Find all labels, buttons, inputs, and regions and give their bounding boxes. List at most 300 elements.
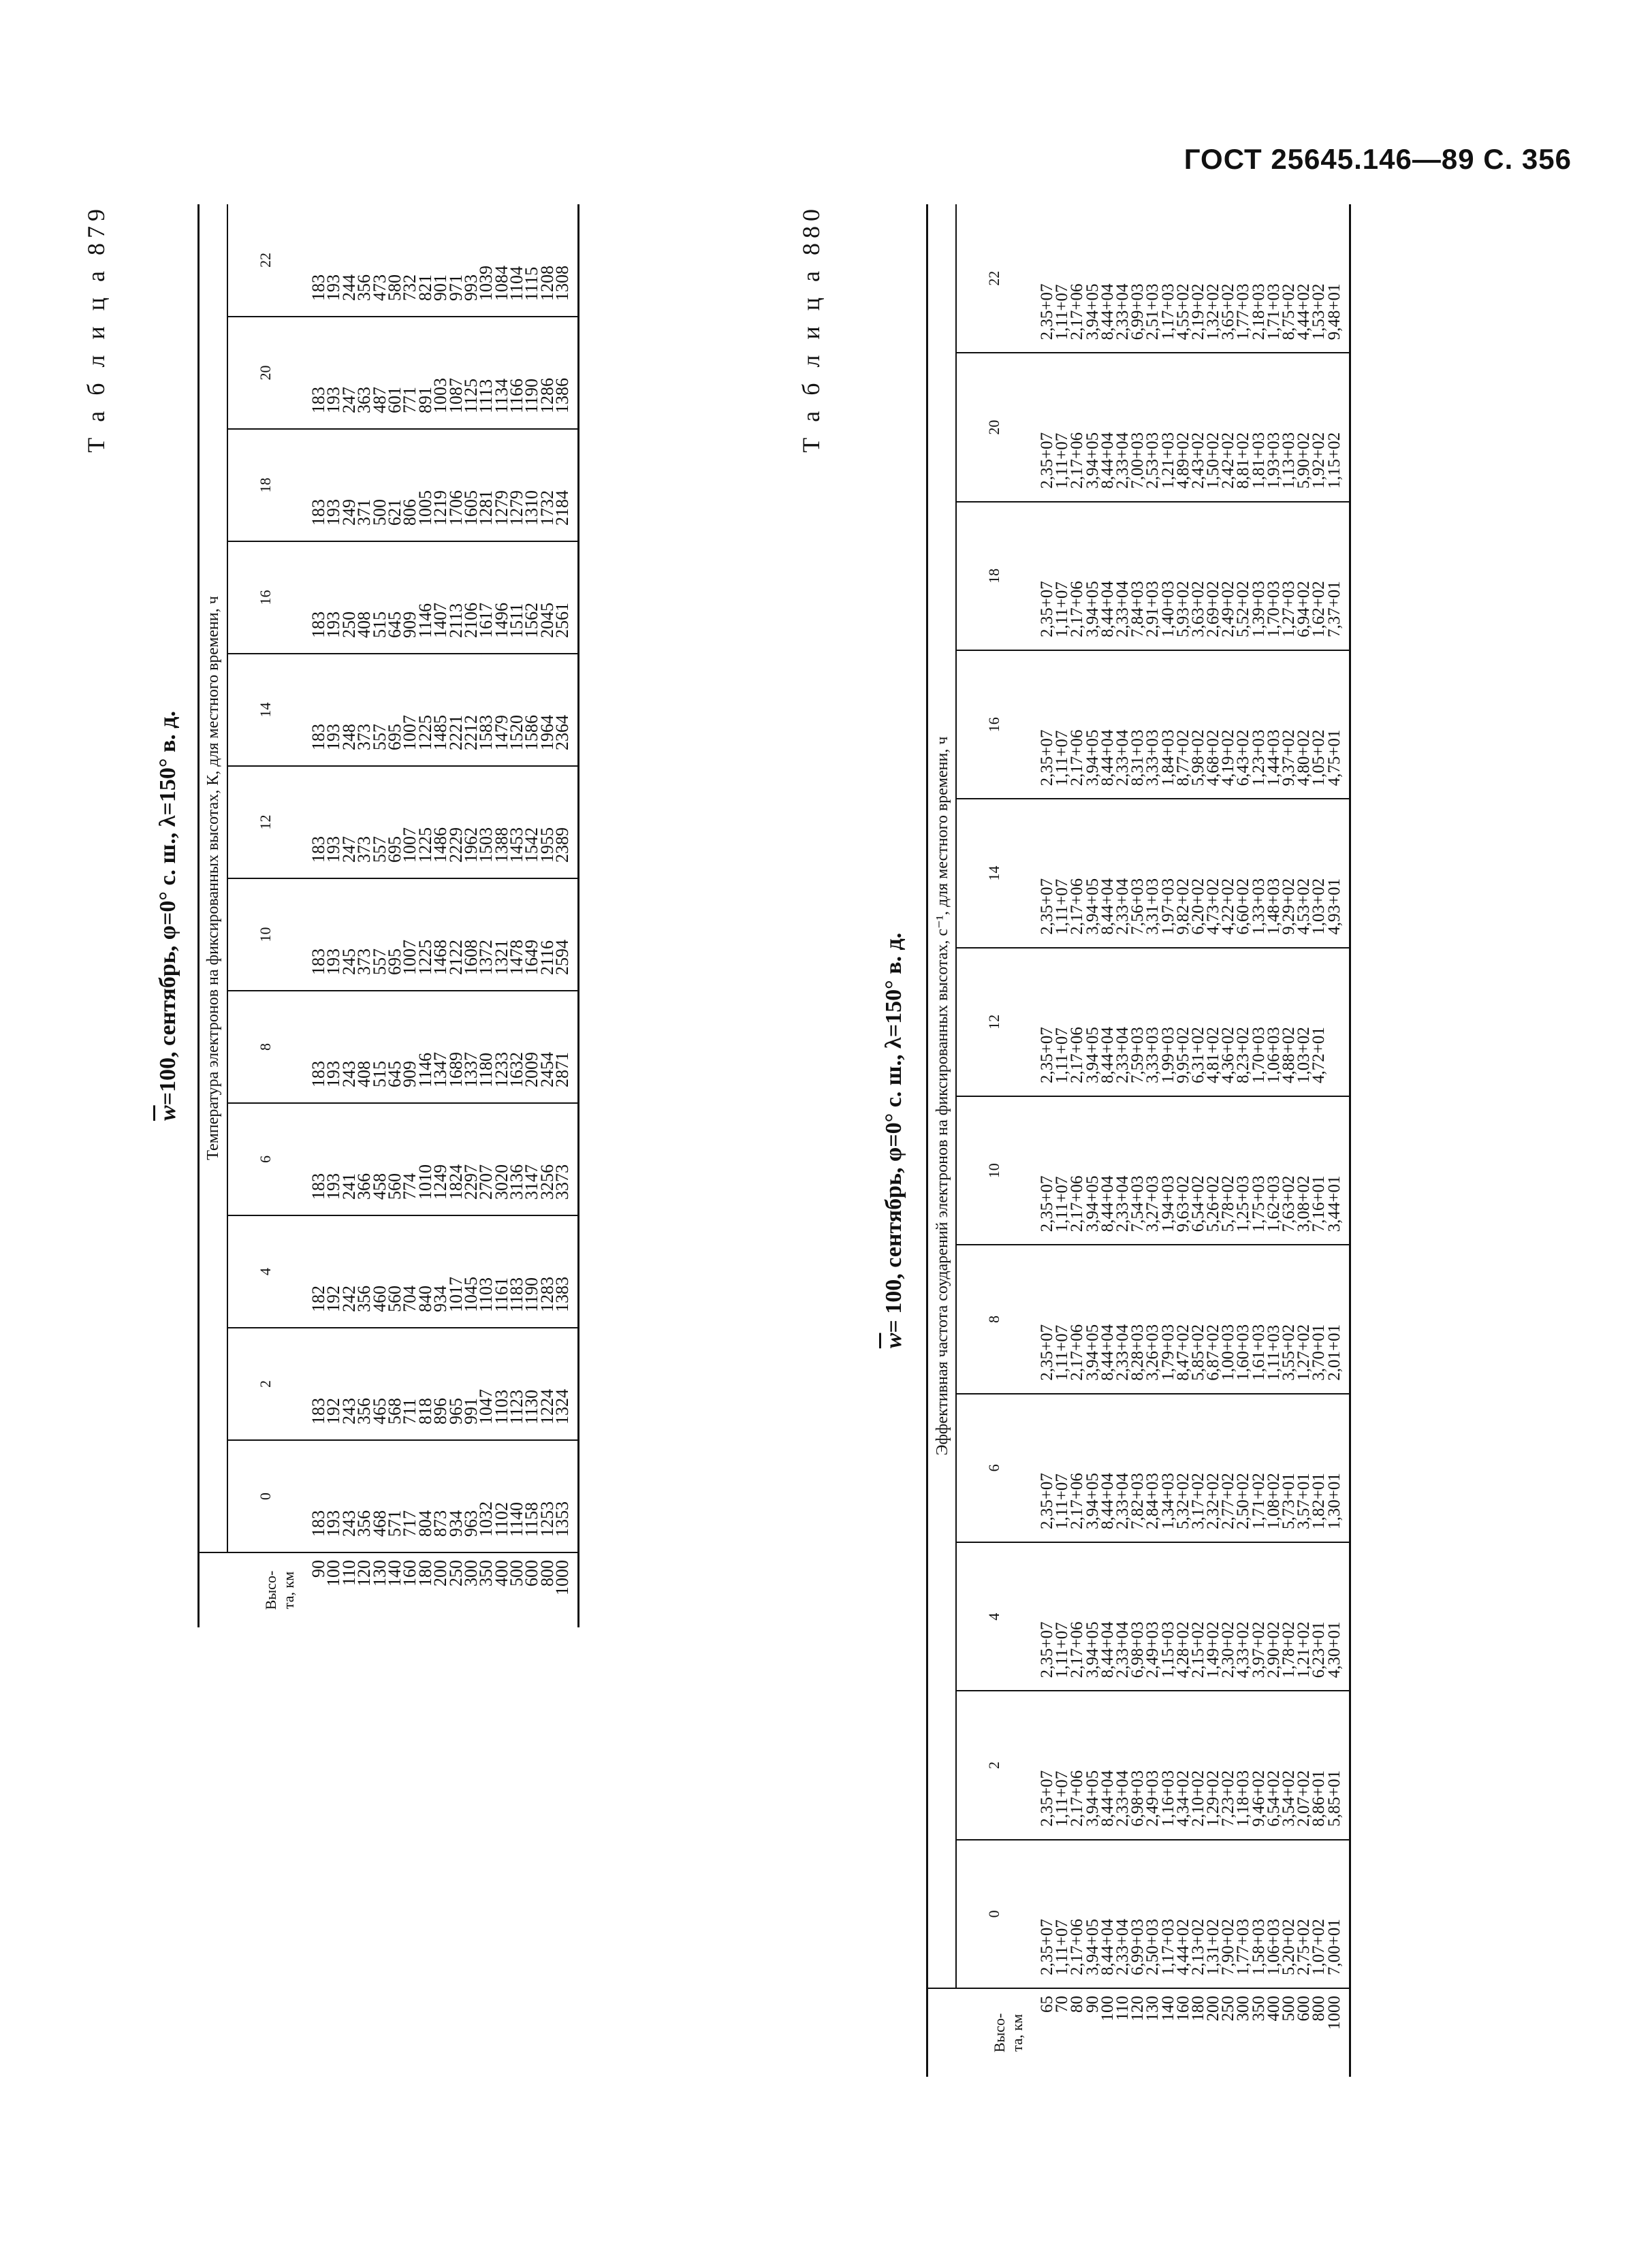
- table-cell: 3,57+01: [1294, 1473, 1314, 1530]
- altitude-value: 600: [1294, 1996, 1314, 2022]
- altitude-value: 110: [1113, 1996, 1132, 2021]
- table-cell: 1146: [415, 1052, 435, 1087]
- table-cell: 5,90+02: [1294, 432, 1314, 489]
- table-cell: 1,39+03: [1249, 581, 1268, 638]
- table-cell: 2,51+03: [1143, 283, 1162, 340]
- table-cell: 1,78+02: [1280, 1621, 1298, 1678]
- table-cell: 2297: [460, 1164, 481, 1200]
- table-cell: 717: [400, 1510, 420, 1537]
- table-cell: 7,90+02: [1219, 1919, 1238, 1975]
- table-cell: 909: [400, 1061, 420, 1087]
- table-cell: 1,29+02: [1204, 1770, 1223, 1827]
- table-cell: 1,11+03: [1264, 1324, 1283, 1381]
- table-cell: 6,98+03: [1128, 1621, 1147, 1678]
- altitude-value: 250: [1219, 1996, 1238, 2022]
- table-cell: 1,07+02: [1309, 1919, 1329, 1975]
- table-cell: 8,81+02: [1234, 432, 1253, 489]
- table-cell: 2,17+06: [1068, 581, 1087, 638]
- table-cell: 373: [354, 724, 375, 750]
- table-cell: 8,44+04: [1098, 1324, 1117, 1381]
- caption-w-symbol: $\overline{w}$: [881, 1333, 906, 1349]
- table-cell: 1225: [415, 715, 435, 750]
- table-cell: 193: [323, 949, 344, 975]
- hour-header: 6: [956, 1394, 1032, 1542]
- table-cell: 3,08+02: [1294, 1175, 1314, 1232]
- table-cell: 1321: [491, 940, 511, 975]
- data-column: [303, 1215, 578, 1328]
- table-cell: 1279: [507, 490, 527, 526]
- table-cell: 6,60+02: [1234, 878, 1253, 935]
- table-cell: 193: [323, 724, 344, 750]
- table-cell: 1,34+03: [1158, 1473, 1177, 1530]
- table-cell: 4,44+02: [1173, 1919, 1192, 1975]
- table-cell: 192: [323, 1286, 344, 1312]
- table-cell: 1,11+07: [1053, 1919, 1072, 1975]
- table-cell: 458: [369, 1173, 390, 1200]
- table-cell: 1161: [491, 1277, 511, 1312]
- table-cell: 1140: [507, 1501, 527, 1537]
- table-cell: 645: [384, 1061, 404, 1087]
- table-cell: 3,31+03: [1143, 878, 1162, 935]
- table-cell: 695: [384, 836, 404, 863]
- table-cell: 557: [369, 836, 390, 863]
- table-cell: 4,68+02: [1204, 729, 1223, 786]
- table-cell: 3256: [537, 1164, 557, 1200]
- table-cell: 2,91+03: [1143, 581, 1162, 638]
- table-cell: 1,13+03: [1280, 432, 1298, 489]
- table-cell: 1732: [537, 490, 557, 526]
- table-cell: 1,48+03: [1264, 878, 1283, 935]
- table-cell: 1,53+02: [1309, 283, 1329, 340]
- table-cell: 1,82+01: [1309, 1473, 1329, 1530]
- table-cell: 8,44+04: [1098, 432, 1117, 489]
- table-cell: 2,69+02: [1204, 581, 1223, 638]
- table-cell: 5,73+01: [1280, 1473, 1298, 1530]
- table-cell: 2,35+07: [1038, 1324, 1056, 1381]
- altitude-header: Высо- та, км: [927, 1988, 1032, 2077]
- table-cell: 487: [369, 387, 390, 413]
- data-column: [1032, 502, 1350, 650]
- table-cell: 7,00+01: [1324, 1919, 1344, 1975]
- table-cell: 183: [308, 1398, 328, 1424]
- table-cell: 1353: [552, 1501, 573, 1537]
- caption-text: = 100, сентябрь, φ=0° с. ш., λ=150° в. д.: [881, 932, 906, 1333]
- table-cell: 2,35+07: [1038, 432, 1056, 489]
- table-cell: 3,94+05: [1083, 1919, 1102, 1975]
- hour-header: 8: [227, 991, 303, 1103]
- table-cell: 356: [354, 1398, 375, 1424]
- table-cell: 6,54+02: [1188, 1175, 1207, 1232]
- caption-text: =100, сентябрь, φ=0° с. ш., λ=150° в. д.: [155, 711, 180, 1106]
- table-cell: 2,13+02: [1188, 1919, 1207, 1975]
- table-cell: 4,34+02: [1173, 1770, 1192, 1827]
- table-cell: 1608: [460, 940, 481, 975]
- table-cell: 2212: [460, 715, 481, 750]
- table-cell: 1225: [415, 827, 435, 863]
- table-cell: 971: [445, 274, 466, 301]
- table-cell: 1,31+02: [1204, 1919, 1223, 1975]
- table-cell: 468: [369, 1510, 390, 1537]
- table-cell: 1,11+07: [1053, 581, 1072, 638]
- table-cell: 2116: [537, 940, 557, 975]
- table-cell: 1,27+03: [1280, 581, 1298, 638]
- altitude-column: [303, 1552, 578, 1627]
- table-cell: 2,53+03: [1143, 432, 1162, 489]
- table-879-caption: [155, 204, 181, 1627]
- table-cell: 9,95+02: [1173, 1027, 1192, 1084]
- hour-header: 10: [227, 878, 303, 991]
- table-cell: 1706: [445, 490, 466, 526]
- table-cell: 1286: [537, 378, 557, 413]
- table-cell: 3,33+03: [1143, 1027, 1162, 1084]
- altitude-header: Высо- та, км: [199, 1552, 304, 1627]
- table-cell: 1386: [552, 378, 573, 413]
- table-cell: 1,44+03: [1264, 729, 1283, 786]
- hour-header: 0: [956, 1840, 1032, 1988]
- table-cell: 192: [323, 1398, 344, 1424]
- table-cell: 2,33+04: [1113, 1473, 1132, 1530]
- table-cell: 5,52+02: [1234, 581, 1253, 638]
- altitude-value: 140: [1158, 1996, 1177, 2022]
- table-cell: 515: [369, 1061, 390, 1087]
- table-cell: 1005: [415, 490, 435, 526]
- table-cell: 243: [338, 1398, 359, 1424]
- table-cell: 3,94+05: [1083, 1175, 1102, 1232]
- table-cell: 4,44+02: [1294, 283, 1314, 340]
- table-cell: 193: [323, 387, 344, 413]
- table-cell: 963: [460, 1510, 481, 1537]
- table-cell: 2,33+04: [1113, 1621, 1132, 1678]
- table-cell: 1586: [522, 715, 542, 750]
- table-cell: 2,49+02: [1219, 581, 1238, 638]
- table-cell: 2,35+07: [1038, 283, 1056, 340]
- table-cell: 245: [338, 949, 359, 975]
- altitude-value: 130: [369, 1560, 390, 1587]
- table-cell: 193: [323, 1061, 344, 1087]
- table-cell: 1478: [507, 940, 527, 975]
- table-cell: 2,75+02: [1294, 1919, 1314, 1975]
- table-cell: 3,63+02: [1188, 581, 1207, 638]
- table-cell: 1486: [430, 827, 451, 863]
- table-cell: 1372: [476, 940, 496, 975]
- table-cell: 934: [430, 1286, 451, 1312]
- altitude-value: 800: [1309, 1996, 1329, 2022]
- hour-header: 0: [227, 1440, 303, 1552]
- table-cell: 1045: [460, 1277, 481, 1312]
- table-cell: 3,94+05: [1083, 1621, 1102, 1678]
- table-cell: 2871: [552, 1052, 573, 1087]
- table-cell: 601: [384, 387, 404, 413]
- table-cell: 5,32+02: [1173, 1473, 1192, 1530]
- table-cell: 3136: [507, 1164, 527, 1200]
- table-cell: 1134: [491, 378, 511, 413]
- table-cell: 3,54+02: [1280, 1770, 1298, 1827]
- table-cell: 1102: [491, 1501, 511, 1537]
- altitude-value: 90: [1083, 1996, 1102, 2013]
- table-cell: 193: [323, 1173, 344, 1200]
- table-cell: 1,94+03: [1158, 1175, 1177, 1232]
- table-cell: 1583: [476, 715, 496, 750]
- table-cell: 1115: [522, 266, 542, 301]
- table-cell: 242: [338, 1286, 359, 1312]
- table-cell: 1208: [537, 266, 557, 301]
- table-cell: 3,94+05: [1083, 878, 1102, 935]
- table-cell: 3,94+05: [1083, 1770, 1102, 1827]
- table-cell: 1324: [552, 1389, 573, 1424]
- table-cell: 2,35+07: [1038, 1770, 1056, 1827]
- table-cell: 193: [323, 274, 344, 301]
- table-cell: 1,40+03: [1158, 581, 1177, 638]
- hour-header: 12: [956, 948, 1032, 1096]
- table-cell: 1,21+03: [1158, 432, 1177, 489]
- altitude-value: 250: [445, 1560, 466, 1587]
- table-cell: 1,11+07: [1053, 284, 1072, 340]
- hour-header: 4: [227, 1215, 303, 1328]
- table-cell: 1337: [460, 1052, 481, 1087]
- table-cell: 193: [323, 1510, 344, 1537]
- table-cell: 645: [384, 611, 404, 638]
- table-cell: 3,70+01: [1309, 1324, 1329, 1381]
- table-cell: 2,35+07: [1038, 729, 1056, 786]
- table-cell: 4,53+02: [1294, 878, 1314, 935]
- altitude-value: 200: [430, 1560, 451, 1587]
- table-cell: 1224: [537, 1389, 557, 1424]
- table-cell: 2454: [537, 1052, 557, 1087]
- table-cell: 2,50+03: [1143, 1919, 1162, 1975]
- table-cell: 1479: [491, 715, 511, 750]
- table-cell: 5,20+02: [1280, 1919, 1298, 1975]
- hour-header: 10: [956, 1096, 1032, 1245]
- table-cell: 2,32+02: [1204, 1473, 1223, 1530]
- table-cell: 4,81+02: [1204, 1027, 1223, 1084]
- table-cell: 183: [308, 836, 328, 863]
- table-cell: 1,99+03: [1158, 1027, 1177, 1084]
- table-cell: 1,03+02: [1294, 1027, 1314, 1084]
- table-cell: 8,44+04: [1098, 1919, 1117, 1975]
- altitude-value: 120: [354, 1560, 375, 1587]
- hour-header: 20: [956, 353, 1032, 501]
- altitude-value: 100: [323, 1560, 344, 1587]
- altitude-value: 90: [308, 1560, 328, 1578]
- altitude-column: [1032, 1988, 1350, 2077]
- table-cell: 1,03+02: [1309, 878, 1329, 935]
- table-cell: 9,63+02: [1173, 1175, 1192, 1232]
- table-cell: 1453: [507, 827, 527, 863]
- table-cell: 2,17+06: [1068, 878, 1087, 935]
- table-880-caption: [881, 204, 907, 2077]
- table-cell: 1103: [476, 1277, 496, 1312]
- data-column: [303, 429, 578, 541]
- data-column: [1032, 650, 1350, 799]
- table-cell: 2,49+03: [1143, 1770, 1162, 1827]
- table-cell: 1283: [537, 1277, 557, 1312]
- altitude-value: 65: [1038, 1996, 1056, 2013]
- table-cell: 1130: [522, 1389, 542, 1424]
- table-cell: 804: [415, 1510, 435, 1537]
- table-cell: 7,54+03: [1128, 1175, 1147, 1232]
- table-cell: 193: [323, 836, 344, 863]
- table-cell: 3,27+03: [1143, 1175, 1162, 1232]
- table-cell: 621: [384, 499, 404, 526]
- table-cell: 2,07+02: [1294, 1770, 1314, 1827]
- table-cell: 6,54+02: [1264, 1770, 1283, 1827]
- table-cell: 183: [308, 499, 328, 526]
- table-cell: 1,05+02: [1309, 729, 1329, 786]
- table-cell: 2,10+02: [1188, 1770, 1207, 1827]
- table-cell: 183: [308, 611, 328, 638]
- table-cell: 8,44+04: [1098, 581, 1117, 638]
- table-cell: 4,55+02: [1173, 283, 1192, 340]
- table-cell: 1,71+02: [1249, 1473, 1268, 1530]
- table-cell: 2,77+02: [1219, 1473, 1238, 1530]
- table-cell: 1,33+03: [1249, 878, 1268, 935]
- table-cell: 2009: [522, 1052, 542, 1087]
- table-cell: 1125: [460, 378, 481, 413]
- table-cell: 241: [338, 1173, 359, 1200]
- table-cell: 408: [354, 611, 375, 638]
- table-cell: 3,44+01: [1324, 1175, 1344, 1232]
- table-cell: 3,94+05: [1083, 1027, 1102, 1084]
- table-cell: 183: [308, 1510, 328, 1537]
- table-cell: 6,87+02: [1204, 1324, 1223, 1381]
- table-cell: 9,29+02: [1280, 878, 1298, 935]
- table-cell: 8,31+03: [1128, 729, 1147, 786]
- table-cell: 3,94+05: [1083, 283, 1102, 340]
- table-cell: 1,11+07: [1053, 1176, 1072, 1232]
- data-column: [1032, 353, 1350, 501]
- table-cell: 1007: [400, 715, 420, 750]
- table-cell: 3,55+02: [1280, 1324, 1298, 1381]
- table-cell: 6,20+02: [1188, 878, 1207, 935]
- table-cell: 373: [354, 836, 375, 863]
- table-cell: 465: [369, 1398, 390, 1424]
- table-cell: 821: [415, 274, 435, 301]
- table-cell: 1,11+07: [1053, 878, 1072, 935]
- table-cell: 571: [384, 1510, 404, 1537]
- table-879-block: [82, 204, 749, 1627]
- table-cell: 2389: [552, 827, 573, 863]
- table-cell: 2,50+02: [1234, 1473, 1253, 1530]
- table-cell: 2,35+07: [1038, 1027, 1056, 1084]
- data-column: [1032, 1840, 1350, 1988]
- table-cell: 473: [369, 274, 390, 301]
- table-cell: 3,33+03: [1143, 729, 1162, 786]
- table-cell: 1485: [430, 715, 451, 750]
- table-cell: 1084: [491, 266, 511, 301]
- table-cell: 1,16+03: [1158, 1770, 1177, 1827]
- table-cell: 2,43+02: [1188, 432, 1207, 489]
- table-cell: 8,44+04: [1098, 283, 1117, 340]
- table-cell: 1104: [507, 266, 527, 301]
- table-cell: 6,98+03: [1128, 1770, 1147, 1827]
- table-cell: 704: [400, 1286, 420, 1312]
- table-cell: 2,33+04: [1113, 878, 1132, 935]
- table-cell: 8,28+03: [1128, 1324, 1147, 1381]
- hour-header: 22: [227, 204, 303, 317]
- table-cell: 2,15+02: [1188, 1621, 1207, 1678]
- table-cell: 891: [415, 387, 435, 413]
- table-cell: 1,84+03: [1158, 729, 1177, 786]
- table-cell: 9,48+01: [1324, 283, 1344, 340]
- table-cell: 1,75+03: [1249, 1175, 1268, 1232]
- table-cell: 1632: [507, 1052, 527, 1087]
- table-cell: 249: [338, 499, 359, 526]
- data-column: [1032, 1245, 1350, 1393]
- altitude-value: 800: [537, 1560, 557, 1587]
- data-column: [303, 204, 578, 317]
- table-cell: 183: [308, 274, 328, 301]
- hour-header: 22: [956, 204, 1032, 353]
- data-column: [1032, 1691, 1350, 1839]
- table-cell: 4,36+02: [1219, 1027, 1238, 1084]
- table-cell: 1113: [476, 379, 496, 413]
- table-cell: 1,25+03: [1234, 1175, 1253, 1232]
- table-cell: 2,18+03: [1249, 283, 1268, 340]
- table-cell: 183: [308, 949, 328, 975]
- table-cell: 3,26+03: [1143, 1324, 1162, 1381]
- table-cell: 6,99+03: [1128, 1919, 1147, 1975]
- altitude-value: 500: [1280, 1996, 1298, 2022]
- table-cell: 2122: [445, 940, 466, 975]
- altitude-value: 160: [1173, 1996, 1192, 2022]
- table-cell: 896: [430, 1398, 451, 1424]
- table-cell: 183: [308, 1173, 328, 1200]
- table-cell: 1,06+03: [1264, 1027, 1283, 1084]
- table-cell: 371: [354, 499, 375, 526]
- altitude-value: 350: [476, 1560, 496, 1587]
- table-cell: 732: [400, 274, 420, 301]
- table-cell: 7,59+03: [1128, 1027, 1147, 1084]
- table-cell: 1605: [460, 490, 481, 526]
- table-cell: 1,70+03: [1249, 1027, 1268, 1084]
- table-cell: 3,94+05: [1083, 729, 1102, 786]
- table-cell: 1,62+02: [1309, 581, 1329, 638]
- table-cell: 1,60+03: [1234, 1324, 1253, 1381]
- table-cell: 1,17+03: [1158, 283, 1177, 340]
- table-cell: 2,35+07: [1038, 1919, 1056, 1975]
- table-cell: 1310: [522, 490, 542, 526]
- table-cell: 840: [415, 1286, 435, 1312]
- table-cell: 356: [354, 274, 375, 301]
- altitude-value: 400: [491, 1560, 511, 1587]
- table-cell: 1183: [507, 1277, 527, 1312]
- table-cell: 560: [384, 1173, 404, 1200]
- table-cell: 2,17+06: [1068, 1770, 1087, 1827]
- table-cell: 1017: [445, 1277, 466, 1312]
- table-cell: 568: [384, 1398, 404, 1424]
- table-cell: 6,99+03: [1128, 283, 1147, 340]
- table-cell: 1190: [522, 1277, 542, 1312]
- table-cell: 1542: [522, 827, 542, 863]
- table-cell: 4,88+02: [1280, 1027, 1298, 1084]
- data-column: [1032, 948, 1350, 1096]
- table-cell: 1,81+03: [1249, 432, 1268, 489]
- table-cell: 2,17+06: [1068, 1027, 1087, 1084]
- table-cell: 1,97+03: [1158, 878, 1177, 935]
- table-cell: 1689: [445, 1052, 466, 1087]
- data-column: [1032, 799, 1350, 947]
- hour-header: 6: [227, 1103, 303, 1215]
- table-cell: 3,94+05: [1083, 1324, 1102, 1381]
- table-cell: 8,47+02: [1173, 1324, 1192, 1381]
- table-cell: 244: [338, 274, 359, 301]
- data-column: [1032, 204, 1350, 353]
- data-column: [303, 991, 578, 1103]
- table-cell: 6,23+01: [1309, 1621, 1329, 1678]
- table-cell: 1087: [445, 378, 466, 413]
- table-cell: [1327, 949, 1342, 1083]
- table-cell: 1,18+03: [1234, 1770, 1253, 1827]
